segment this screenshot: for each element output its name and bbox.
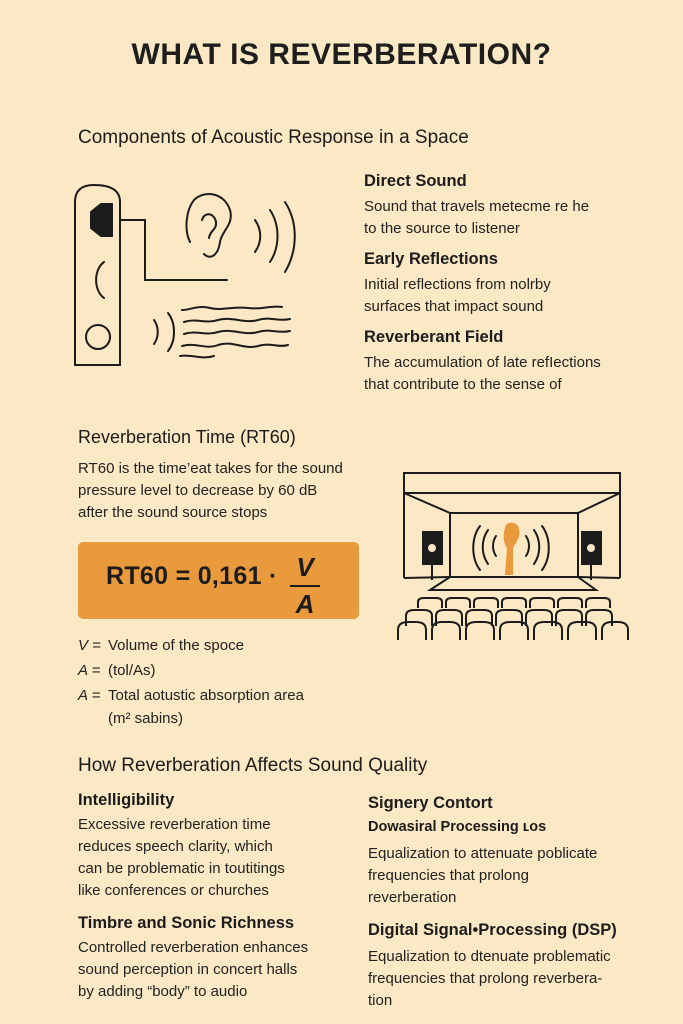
fraction-bar — [290, 585, 320, 587]
audience-seats-icon — [398, 598, 628, 640]
item-desc-line: The accumulation of late refIections — [364, 354, 601, 371]
components-list — [364, 172, 664, 396]
item-title: Timbre and Sonic Richness — [78, 914, 295, 932]
definition-row — [78, 637, 244, 654]
item-desc-line: sound perception in concert halls — [78, 961, 298, 978]
performer-icon — [505, 524, 519, 574]
item-desc-line: like conferences or churches — [78, 882, 269, 899]
definition-symbol: A = — [78, 687, 101, 704]
signal-path-line — [120, 220, 227, 280]
effect-signery-contort — [368, 794, 668, 909]
item-desc-line: Sound that travels metecme re he — [364, 198, 590, 215]
component-direct-sound — [364, 172, 664, 240]
effect-dsp — [368, 921, 668, 1012]
item-subtitle: Dowasiral Processing ʟᴏs — [368, 819, 547, 835]
effect-intelligibility — [78, 791, 358, 902]
formula-denominator: A — [295, 589, 315, 619]
definition-unit: (m² sabins) — [108, 710, 184, 727]
item-desc-line: Controlled reverberation enhances — [78, 939, 309, 956]
concert-hall-illustration — [396, 468, 632, 644]
page-title: WHAT IS REVERBERATION? — [131, 38, 552, 71]
rt60-desc-line: RT60 is the time’eat takes for the sound — [78, 460, 343, 477]
item-title: Intelligibility — [78, 791, 175, 809]
ear-icon — [187, 194, 231, 257]
item-title: Signery Contort — [368, 794, 493, 812]
definition-text: (tol/As) — [108, 662, 156, 679]
item-desc-line: frequencies that prolong reverbera‐ — [368, 970, 603, 987]
reflection-waves-icon — [154, 307, 290, 358]
item-title: Direct Sound — [364, 172, 467, 190]
item-desc-line: tion — [368, 992, 393, 1009]
formula-expression: RT60 = 0,161 · — [106, 562, 278, 590]
effects-right-column — [368, 794, 668, 1012]
effects-left-column — [78, 791, 358, 1003]
definition-row — [78, 662, 156, 679]
item-title: Early Reflections — [364, 250, 498, 268]
speaker-cabinet-icon — [75, 185, 120, 365]
item-desc-line: that contribute to the sense of — [364, 376, 562, 393]
item-title: Reverberant Field — [364, 328, 504, 346]
effect-timbre — [78, 914, 358, 1003]
definition-text: Volume of the spoce — [108, 637, 244, 654]
item-desc-line: reduces speech clarity, which — [78, 838, 273, 855]
components-heading: Components of Acoustic Response in a Space — [78, 127, 469, 148]
definition-symbol: V = — [78, 637, 101, 654]
item-desc-line: Equalization to dtenuate problematic — [368, 948, 611, 965]
definition-symbol: A = — [78, 662, 101, 679]
acoustic-components-illustration — [72, 180, 312, 370]
formula-fraction — [290, 552, 320, 620]
formula-numerator: V — [296, 552, 314, 582]
item-desc-line: reverberation — [368, 889, 457, 906]
item-desc-line: surfaces that impact sound — [364, 298, 544, 315]
item-desc-line: frequencies that prolong — [368, 867, 529, 884]
definition-row — [78, 687, 304, 704]
item-title: Digital Signal•Processing (DSP) — [368, 921, 617, 939]
effects-heading: How Reverberation Affects Sound Quality — [78, 755, 428, 776]
item-desc-line: Equalization to attenuate poblicate — [368, 845, 598, 862]
definition-text: Total aotustic absorption area — [108, 687, 304, 704]
rt60-desc-line: pressure level to decrease by 60 dB — [78, 482, 318, 499]
item-desc-line: can be problematic in toutitings — [78, 860, 285, 877]
sound-wave-icon — [255, 202, 295, 272]
item-desc-line: by adding “body” to audio — [78, 983, 248, 1000]
rt60-description — [78, 458, 378, 524]
item-desc-line: Excessive reverberation time — [78, 816, 271, 833]
item-desc-line: to the source to listener — [364, 220, 520, 237]
component-reverberant-field — [364, 328, 664, 396]
rt60-formula-box — [78, 542, 359, 619]
rt60-heading: Reverberation Time (RT60) — [78, 427, 296, 447]
rt60-desc-line: after the sound source stops — [78, 504, 268, 521]
item-desc-line: Initial reflections from nolrby — [364, 276, 551, 293]
component-early-reflections — [364, 250, 664, 318]
